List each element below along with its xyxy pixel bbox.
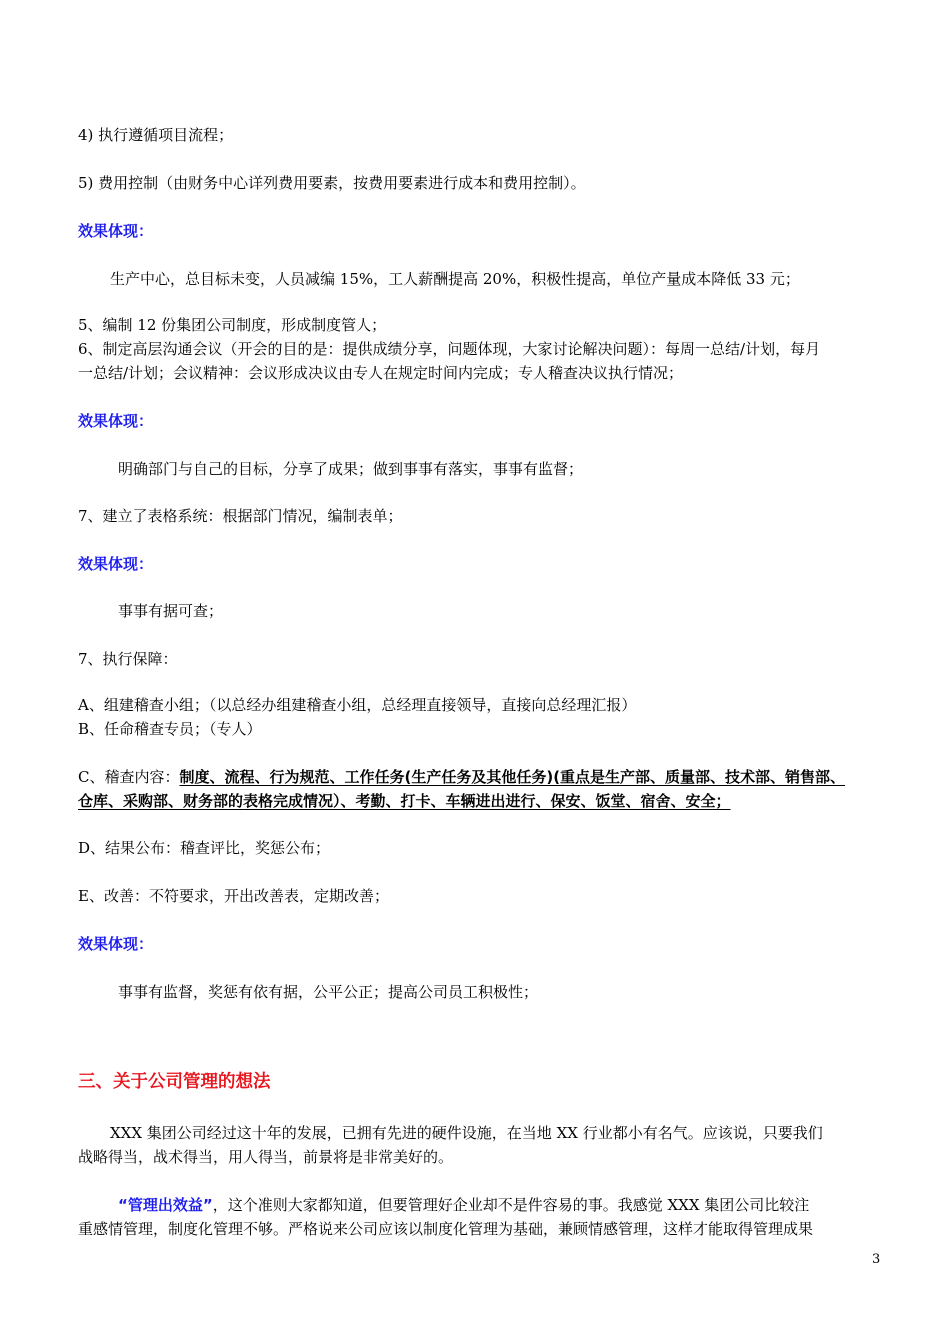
effect-text: 事事有监督，奖惩有依有据，公平公正；提高公司员工积极性； [118, 983, 539, 1001]
effect-heading: 效果体现： [78, 555, 154, 573]
quote-text: “管理出效益” [118, 1196, 213, 1214]
page-number: 3 [872, 1252, 881, 1267]
guarantee-c-content: 制度、流程、行为规范、工作任务(生产任务及其他任务)(重点是生产部、质量部、技术部、销售部、 [179, 768, 846, 786]
effect-heading: 效果体现： [78, 222, 154, 240]
effect-text: 生产中心，总目标未变，人员减编 15%，工人薪酬提高 20%，积极性提高，单位产量成本降低 33 元； [110, 270, 800, 288]
paragraph-line: 战略得当，战术得当，用人得当，前景将是非常美好的。 [78, 1148, 454, 1166]
guarantee-e: E、改善：不符要求，开出改善表，定期改善； [78, 887, 389, 905]
effect-text: 事事有据可查； [118, 602, 224, 620]
list-item-4: 4) 执行遵循项目流程； [78, 126, 234, 144]
guarantee-c-content-cont: 仓库、采购部、财务部的表格完成情况）、考勤、打卡、车辆进出进行、保安、饭堂、宿舍、安全； [78, 792, 731, 810]
guarantee-b: B、任命稽查专员；（专人） [78, 720, 262, 738]
list-item-5: 5) 费用控制（由财务中心详列费用要素，按费用要素进行成本和费用控制）。 [78, 174, 586, 192]
effect-text: 明确部门与自己的目标，分享了成果；做到事事有落实，事事有监督； [118, 460, 584, 478]
section-heading: 三、关于公司管理的想法 [78, 1072, 271, 1092]
effect-heading: 效果体现： [78, 935, 154, 953]
item-6-cont: 一总结/计划；会议精神：会议形成决议由专人在规定时间内完成；专人稽查决议执行情况； [78, 364, 684, 382]
item-7: 7、建立了表格系统：根据部门情况，编制表单； [78, 507, 403, 525]
paragraph-line: 重感情管理，制度化管理不够。严格说来公司应该以制度化管理为基础，兼顾情感管理，这样才能取得管理成果 [78, 1220, 814, 1238]
guarantee-d: D、结果公布：稽查评比，奖惩公布； [78, 839, 331, 857]
paragraph-text: ，这个准则大家都知道，但要管理好企业却不是件容易的事。我感觉 XXX 集团公司比较注 [212, 1196, 810, 1214]
guarantee-c-label: C、稽查内容： [78, 768, 180, 786]
item-5: 5、编制 12 份集团公司制度，形成制度管人； [78, 316, 387, 334]
item-7-guarantee: 7、执行保障： [78, 650, 178, 668]
paragraph-line [118, 1194, 809, 1216]
effect-heading: 效果体现： [78, 412, 154, 430]
paragraph-line: XXX 集团公司经过这十年的发展，已拥有先进的硬件设施，在当地 XX 行业都小有名气。应该说，只要我们 [110, 1124, 823, 1142]
guarantee-a: A、组建稽查小组；（以总经办组建稽查小组，总经理直接领导，直接向总经理汇报） [78, 696, 637, 714]
item-6: 6、制定高层沟通会议（开会的目的是：提供成绩分享，问题体现，大家讨论解决问题）：每周一总结/计划，每月 [78, 340, 821, 358]
guarantee-c [78, 766, 845, 788]
